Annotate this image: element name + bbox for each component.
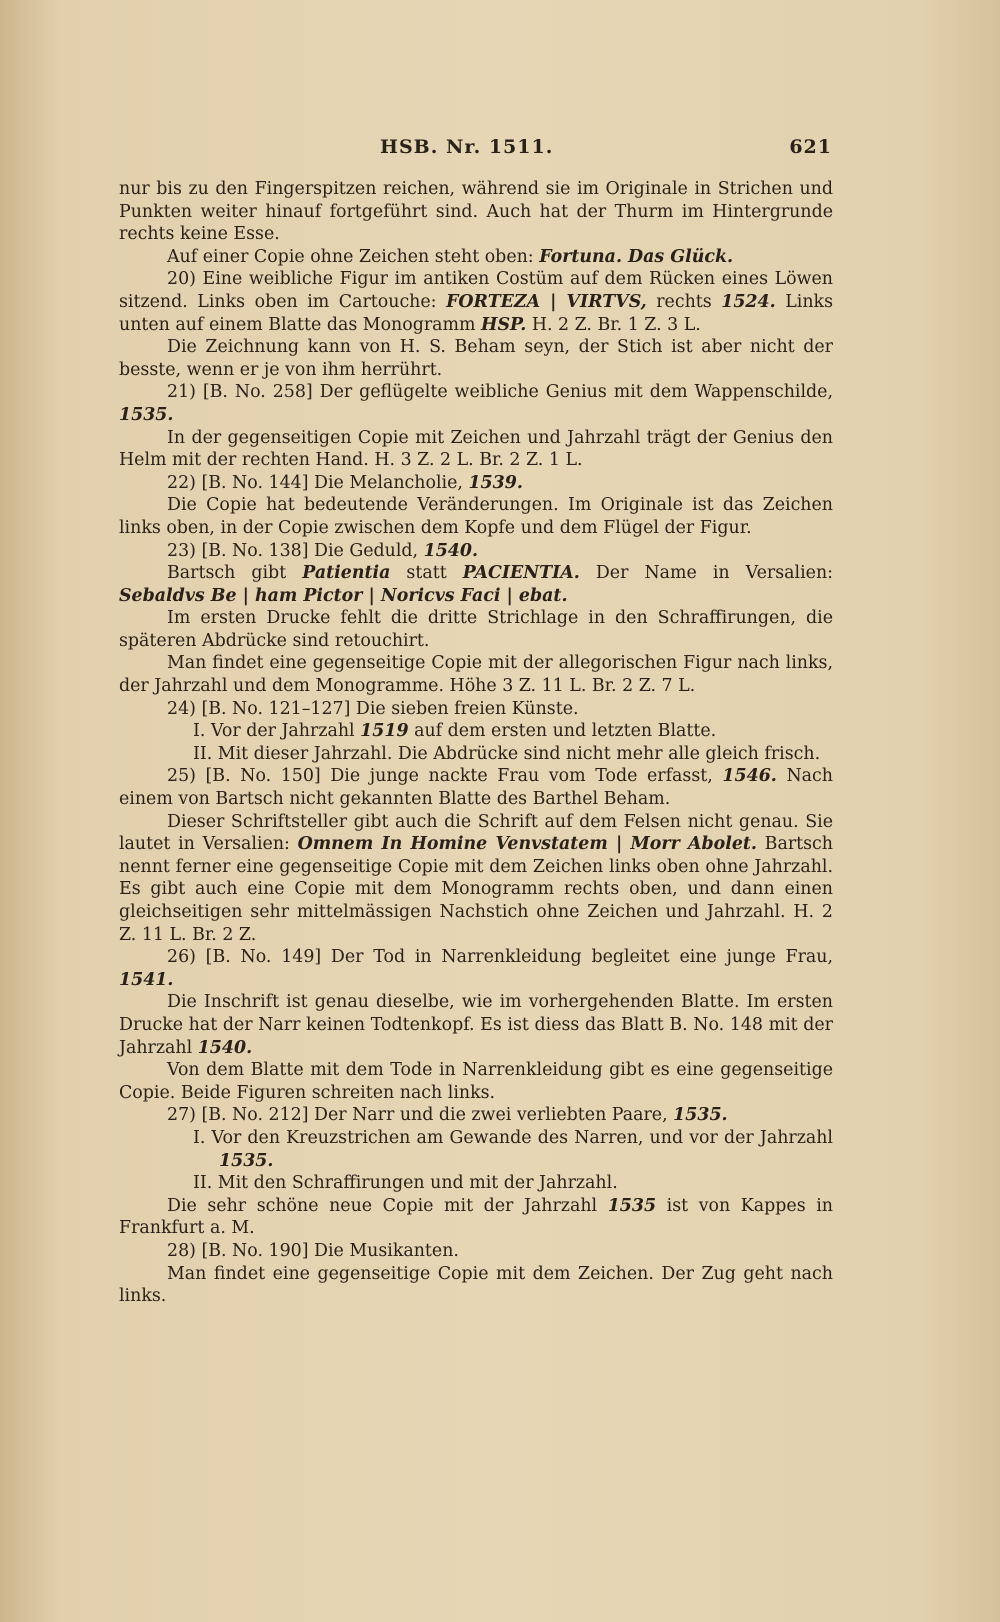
entry-24: 24) [B. No. 121–127] Die sieben freien Künste.: [167, 698, 579, 719]
text: 1539.: [468, 472, 523, 493]
text: Der Name in Versalien:: [579, 563, 833, 584]
text: Dieser Schriftsteller gibt auch die Schrift auf dem Felsen nicht genau. Sie lautet in Versalien:: [119, 811, 833, 855]
paragraph: [119, 246, 833, 269]
paragraph: [119, 991, 833, 1059]
text: ist von Kappes in Frankfurt a. M.: [119, 1195, 833, 1239]
entry-23: [119, 540, 833, 563]
text: Die sehr schöne neue Copie mit der Jahrzahl: [167, 1195, 608, 1216]
paragraph: Man findet eine gegenseitige Copie mit dem Zeichen. Der Zug geht nach links.: [119, 1263, 833, 1307]
text: Bartsch gibt: [167, 563, 303, 584]
paragraph: Man findet eine gegenseitige Copie mit der allegorischen Figur nach links, der Jahrzahl und dem Monogramme. Höhe 3 Z. 11 L. Br. 2 Z. 7 L.: [119, 653, 833, 697]
page-body: [119, 178, 833, 1308]
paragraph: Im ersten Drucke fehlt die dritte Strichlage in den Schraffirungen, die späteren Abdrücke sind retouchirt.: [119, 608, 833, 651]
text: H. 2 Z. Br. 1 Z. 3 L.: [526, 314, 701, 335]
text: 1535.: [219, 1150, 274, 1171]
paragraph: In der gegenseitigen Copie mit Zeichen und Jahrzahl trägt der Genius den Helm mit der rechten Hand. H. 3 Z. 2 L. Br. 2 Z. 1 L.: [119, 427, 833, 471]
entry-21: [119, 381, 833, 426]
text: Patientia: [302, 563, 391, 584]
state-list-item: [119, 720, 833, 743]
entry-20: [119, 268, 833, 336]
running-title: HSB. Nr. 1511.: [380, 136, 554, 158]
paragraph: Die Zeichnung kann von H. S. Beham seyn, der Stich ist aber nicht der besste, wenn er je von ihm herrührt.: [119, 337, 833, 380]
text: 1535: [607, 1195, 657, 1216]
text: Omnem In Homine Venvstatem | Morr Abolet.: [297, 834, 757, 855]
text: 1546.: [722, 766, 777, 787]
text: FORTEZA | VIRTVS,: [446, 291, 647, 312]
text: 22) [B. No. 144] Die Melancholie,: [167, 472, 469, 493]
text: Bartsch nennt ferner eine gegenseitige Copie mit dem Zeichen links oben ohne Jahrzahl. Es gibt auch eine Copie mit dem Monogramm rechts oben, und dann einen gleichseitigen sehr mittelmässigen Nachstich ohne Zeichen und Jahrzahl. H. 2 Z. 11 L. Br. 2 Z.: [119, 834, 834, 945]
state-list-item: II. Mit dieser Jahrzahl. Die Abdrücke sind nicht mehr alle gleich frisch.: [193, 743, 821, 764]
paragraph: Die Copie hat bedeutende Veränderungen. Im Originale ist das Zeichen links oben, in der Copie zwischen dem Kopfe und dem Flügel der Figur.: [119, 495, 833, 538]
state-list-item: II. Mit den Schraffirungen und mit der Jahrzahl.: [193, 1173, 618, 1194]
entry-28: 28) [B. No. 190] Die Musikanten.: [167, 1240, 459, 1261]
text: 1540.: [423, 540, 479, 561]
text: HSP.: [481, 314, 527, 335]
text: 27) [B. No. 212] Der Narr und die zwei verliebten Paare,: [167, 1105, 674, 1126]
text: 1519: [360, 721, 409, 742]
text: statt: [390, 563, 463, 584]
paragraph: [119, 1195, 833, 1240]
text: Fortuna. Das Glück.: [539, 246, 734, 267]
text: 21) [B. No. 258] Der geflügelte weibliche Genius mit dem Wappenschilde,: [167, 382, 833, 403]
text: Sebaldvs Be | ham Pictor | Noricvs Faci | ebat.: [119, 585, 568, 606]
text: 1540.: [197, 1037, 253, 1058]
page-header: [118, 136, 832, 166]
text: rechts: [646, 291, 722, 312]
paragraph: nur bis zu den Fingerspitzen reichen, während sie im Originale in Strichen und Punkten weiter hinauf fortgeführt sind. Auch hat der Thurm im Hintergrunde rechts keine Esse.: [119, 179, 833, 245]
text: 1535.: [673, 1105, 728, 1126]
text: 1541.: [119, 969, 174, 990]
text: I. Vor der Jahrzahl: [193, 721, 361, 742]
text: 26) [B. No. 149] Der Tod in Narrenkleidung begleitet eine junge Frau,: [167, 947, 833, 968]
paragraph: [119, 811, 833, 947]
text: Die Inschrift ist genau dieselbe, wie im vorhergehenden Blatte. Im ersten Drucke hat der Narr keinen Todtenkopf. Es ist diess das Blatt B. No. 148 mit der Jahrzahl: [119, 992, 833, 1058]
entry-27: [119, 1104, 833, 1127]
page-number: 621: [789, 136, 832, 158]
entry-25: [119, 765, 833, 810]
text: 20) Eine weibliche Figur im antiken Costüm auf dem Rücken eines Löwen sitzend. Links oben im Cartouche:: [119, 269, 833, 312]
text: 1524.: [721, 291, 776, 312]
paragraph: Von dem Blatte mit dem Tode in Narrenkleidung gibt es eine gegenseitige Copie. Beide Figuren schreiten nach links.: [119, 1060, 833, 1103]
text: I. Vor den Kreuzstrichen am Gewande des Narren, und vor der Jahrzahl: [193, 1127, 833, 1148]
text: Auf einer Copie ohne Zeichen steht oben:: [167, 246, 540, 267]
entry-26: [119, 946, 833, 991]
text: 23) [B. No. 138] Die Geduld,: [167, 540, 424, 561]
text: 25) [B. No. 150] Die junge nackte Frau vom Tode erfasst,: [167, 766, 723, 787]
entry-22: [119, 472, 833, 495]
text: Links unten auf einem Blatte das Monogramm: [119, 291, 833, 335]
paragraph: [119, 562, 833, 607]
state-list-item: [119, 1127, 833, 1172]
text: Nach einem von Bartsch nicht gekannten Blatte des Barthel Beham.: [119, 766, 833, 810]
text: PACIENTIA.: [462, 563, 580, 584]
text: auf dem ersten und letzten Blatte.: [408, 721, 717, 742]
text: 1535.: [119, 404, 174, 425]
